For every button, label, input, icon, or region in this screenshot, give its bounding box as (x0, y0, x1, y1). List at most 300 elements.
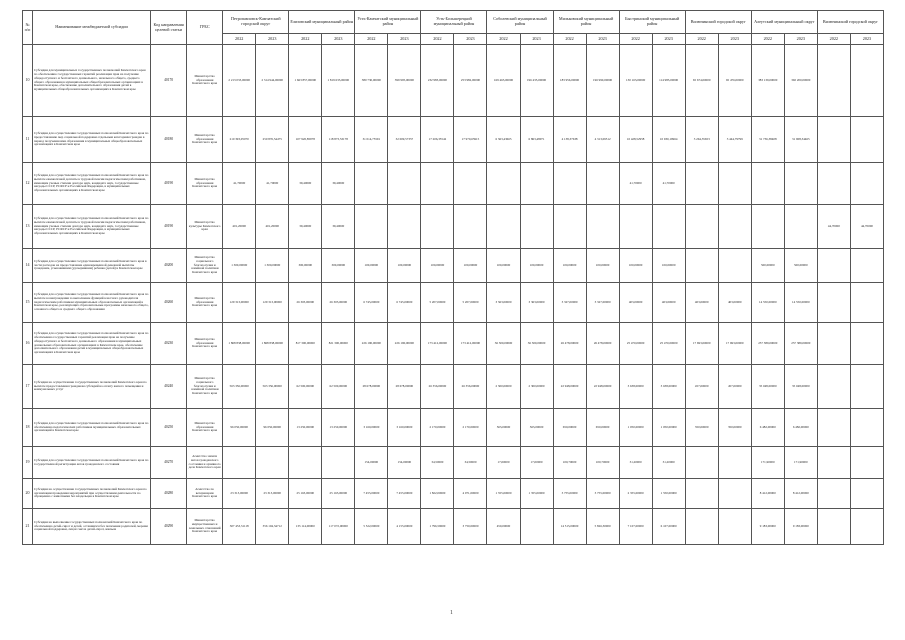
amount-cell (850, 479, 883, 509)
amount-cell: 563,00000 (487, 409, 520, 447)
table-row (23, 479, 884, 509)
table-row (23, 409, 884, 447)
amount-cell: 133 114,00000 (289, 509, 322, 545)
amount-cell: 350,00000 (685, 409, 718, 447)
amount-cell (520, 509, 553, 545)
amount-cell: 34,50000 (421, 447, 454, 479)
amount-cell: 171,90000 (784, 447, 817, 479)
amount-cell: 14 515,00000 (553, 509, 586, 545)
amount-cell: 107 920,85978 (289, 117, 322, 163)
amount-cell: 6 482,00000 (751, 409, 784, 447)
amount-cell: 100,70000 (553, 447, 586, 479)
amount-cell: 356 104,34712 (256, 509, 289, 545)
subsidy-name: Субсидии для осуществления государственных полномочий Камчатского края по предоставлению мер социальной поддержки отдельным категориям граждан в период получения ими образования в муниципальных общеобразовательных организациях в Камчатском крае (33, 117, 151, 163)
amount-cell: 23 313,00000 (256, 479, 289, 509)
amount-cell: 169 463,00000 (487, 45, 520, 117)
amount-cell (850, 163, 883, 205)
header-year: 2022 (751, 34, 784, 45)
amount-cell: 350,00000 (718, 409, 751, 447)
amount-cell: 7 455,00000 (388, 479, 421, 509)
amount-cell (685, 479, 718, 509)
amount-cell (817, 45, 850, 117)
amount-cell: 1 050,00000 (619, 409, 652, 447)
subsidy-name: Субсидии для осуществления государственных полномочий Камчатского края по выплате ежемесячной доплаты к трудовой пенсии педагогическим работникам, имеющим ученые степени доктора наук, кандидата наук, государственные награды СССР, РСФСР и Российской Федерации, в муниципальных образовательных организациях в Камчатском крае (33, 205, 151, 249)
amount-cell: 23 313,00000 (223, 479, 256, 509)
amount-cell (355, 163, 388, 205)
amount-cell (586, 163, 619, 205)
amount-cell (817, 479, 850, 509)
header-year: 2022 (817, 34, 850, 45)
amount-cell: 1 796,59000 (421, 509, 454, 545)
header-year: 2023 (718, 34, 751, 45)
amount-cell: 100,00000 (355, 249, 388, 283)
amount-cell: 17 206,35542 (421, 117, 454, 163)
amount-cell: 10 428,52958 (619, 117, 652, 163)
table-row (23, 283, 884, 323)
amount-cell (685, 163, 718, 205)
table-row (23, 249, 884, 283)
amount-cell (817, 447, 850, 479)
amount-cell: 3 363,00000 (487, 283, 520, 323)
amount-cell (619, 205, 652, 249)
amount-cell: 257 389,00000 (751, 323, 784, 365)
header-region: Быстринский муниципальный район (619, 11, 685, 34)
header-year: 2023 (520, 34, 553, 45)
amount-cell: 31,20000 (652, 447, 685, 479)
row-number: 21 (23, 509, 33, 545)
row-number: 17 (23, 365, 33, 409)
amount-cell: 36 300,00000 (487, 323, 520, 365)
table-row (23, 163, 884, 205)
amount-cell: 401,20000 (223, 205, 256, 249)
grbs-name: Министерство образования Камчатского края (187, 117, 223, 163)
amount-cell (784, 205, 817, 249)
amount-cell: 1 550,00000 (652, 479, 685, 509)
header-year: 2023 (586, 34, 619, 45)
grbs-name: Министерство образования Камчатского края (187, 163, 223, 205)
table-row (23, 509, 884, 545)
amount-cell (817, 283, 850, 323)
amount-cell: 28 678,00000 (388, 365, 421, 409)
amount-cell: 1 300,00000 (256, 249, 289, 283)
amount-cell: 62 500,00000 (289, 365, 322, 409)
amount-cell: 32 009,57357 (388, 117, 421, 163)
amount-cell: 300,00000 (322, 249, 355, 283)
amount-cell: 34,50000 (454, 447, 487, 479)
amount-cell: 31 014,75591 (355, 117, 388, 163)
target-code: 40280 (151, 479, 187, 509)
amount-cell: 39,40000 (322, 163, 355, 205)
amount-cell (784, 163, 817, 205)
amount-cell: 100,00000 (619, 249, 652, 283)
amount-cell: 3 750,00000 (454, 509, 487, 545)
amount-cell (817, 117, 850, 163)
amount-cell: 2 213 033,00000 (223, 45, 256, 117)
grbs-name: Министерство образования Камчатского края (187, 283, 223, 323)
table-row (23, 117, 884, 163)
amount-cell (850, 365, 883, 409)
amount-cell (388, 205, 421, 249)
header-region: Вилючинский городской округ (817, 11, 883, 34)
header-year: 2023 (322, 34, 355, 45)
amount-cell (520, 205, 553, 249)
amount-cell (718, 205, 751, 249)
amount-cell: 1 868 838,00000 (223, 323, 256, 365)
amount-cell: 44,70000 (817, 205, 850, 249)
table-row (23, 323, 884, 365)
amount-cell: 4 313,09512 (586, 117, 619, 163)
amount-cell: 62 500,00000 (322, 365, 355, 409)
amount-cell: 3 363,00000 (520, 283, 553, 323)
amount-cell (355, 205, 388, 249)
header-year: 2022 (355, 34, 388, 45)
header-year: 2022 (487, 34, 520, 45)
amount-cell: 1 822,00000 (421, 479, 454, 509)
header-num: № п/п (23, 11, 33, 45)
amount-cell: 10 930,19964 (652, 117, 685, 163)
amount-cell: 13 250,00000 (322, 409, 355, 447)
table-row (23, 205, 884, 249)
amount-cell: 1 050,00000 (652, 409, 685, 447)
subsidy-name: Субсидии на выполнение государственных полномочий Камчатского края по обеспечению детей-сирот и детей, оставшихся без попечения родителей, мерами социальной поддержки, лиц из числа детей-сирот, жильем (33, 509, 151, 545)
amount-cell: 117 072,00000 (322, 509, 355, 545)
amount-cell: 2 170,00000 (421, 409, 454, 447)
amount-cell (256, 447, 289, 479)
amount-cell: 26 303,00000 (289, 283, 322, 323)
amount-cell: 22 948,00000 (553, 365, 586, 409)
amount-cell: 17 970,65915 (454, 117, 487, 163)
amount-cell (817, 249, 850, 283)
row-number: 16 (23, 323, 33, 365)
target-code: 40190 (151, 163, 187, 205)
amount-cell: 817 300,00000 (289, 323, 322, 365)
amount-cell: 3 327,00000 (586, 283, 619, 323)
row-number: 10 (23, 45, 33, 117)
amount-cell: 100,00000 (520, 249, 553, 283)
grbs-name: Министерство образования Камчатского края (187, 409, 223, 447)
amount-cell: 129 313,00000 (223, 283, 256, 323)
amount-cell: 403,00000 (685, 283, 718, 323)
amount-cell (454, 205, 487, 249)
target-code: 40270 (151, 447, 187, 479)
amount-cell: 2 170,00000 (454, 409, 487, 447)
amount-cell: 26 356,00000 (454, 365, 487, 409)
header-region: Алеутский муниципальный округ (751, 11, 817, 34)
header-region: Мильковский муниципальный район (553, 11, 619, 34)
header-grbs: ГРБС (187, 11, 223, 45)
row-number: 19 (23, 447, 33, 479)
header-year: 2022 (289, 34, 322, 45)
amount-cell (817, 365, 850, 409)
amount-cell: 25 470,00000 (619, 323, 652, 365)
amount-cell: 173 412,00000 (454, 323, 487, 365)
amount-cell: 2 355,00000 (619, 479, 652, 509)
amount-cell: 130 163,00000 (619, 45, 652, 117)
amount-cell: 25 163,00000 (322, 479, 355, 509)
amount-cell (685, 509, 718, 545)
amount-cell: 1 355,00000 (487, 479, 520, 509)
amount-cell: 457,00000 (718, 365, 751, 409)
amount-cell: 100,00000 (586, 249, 619, 283)
amount-cell (850, 409, 883, 447)
amount-cell: 96 050,00000 (256, 409, 289, 447)
amount-cell: 26 303,00000 (322, 283, 355, 323)
header-region: Усть-Большерецкий муниципальный район (421, 11, 487, 34)
amount-cell: 500,00000 (784, 249, 817, 283)
amount-cell: 1 868 838,00000 (256, 323, 289, 365)
amount-cell: 5 207,00000 (454, 283, 487, 323)
amount-cell: 821 300,00000 (322, 323, 355, 365)
amount-cell: 500,00000 (751, 249, 784, 283)
amount-cell: 3 755,00000 (553, 479, 586, 509)
amount-cell: 31 908,34465 (784, 117, 817, 163)
subsidy-name: Субсидии для осуществления государственных полномочий Камчатского края в части расходов на предоставление единовременной денежной выплаты гражданам, усыновившим (удочерившим) ребенка (детей) в Камчатском крае (33, 249, 151, 283)
amount-cell: 100,00000 (421, 249, 454, 283)
target-code: 40200 (151, 249, 187, 283)
amount-cell: 380 730,00000 (355, 45, 388, 117)
amount-cell: 403,00000 (652, 283, 685, 323)
amount-cell (817, 509, 850, 545)
amount-cell: 100,00000 (487, 249, 520, 283)
amount-cell: 4 155,00000 (388, 509, 421, 545)
header-region: Соболевский муниципальный район (487, 11, 553, 34)
amount-cell (553, 163, 586, 205)
target-code: 40180 (151, 117, 187, 163)
amount-cell: 2 314 944,00000 (256, 45, 289, 117)
grbs-name: Министерство имущественных и земельных отношений Камчатского края (187, 509, 223, 545)
amount-cell: 307 453,31118 (223, 509, 256, 545)
amount-cell (586, 205, 619, 249)
target-code: 40250 (151, 409, 187, 447)
header-year: 2022 (619, 34, 652, 45)
amount-cell: 17,00000 (487, 447, 520, 479)
amount-cell: 17,00000 (520, 447, 553, 479)
amount-cell (751, 163, 784, 205)
subsidy-distribution-table (22, 10, 884, 545)
amount-cell: 6 745,00000 (388, 283, 421, 323)
amount-cell: 25 470,00000 (652, 323, 685, 365)
amount-cell: 114 983,00000 (652, 45, 685, 117)
header-name: Наименование межбюджетной субсидии (33, 11, 151, 45)
grbs-name: Министерство образования Камчатского края (187, 323, 223, 365)
amount-cell: 7 455,00000 (355, 479, 388, 509)
amount-cell (487, 205, 520, 249)
target-code: 40240 (151, 365, 187, 409)
amount-cell: 36 300,00000 (520, 323, 553, 365)
amount-cell: 3 160,00000 (388, 409, 421, 447)
header-year: 2023 (256, 34, 289, 45)
amount-cell: 6 363,43665 (487, 117, 520, 163)
amount-cell (487, 163, 520, 205)
amount-cell: 8 412,00000 (751, 479, 784, 509)
amount-cell: 253 982,00000 (454, 45, 487, 117)
amount-cell: 403,00000 (718, 283, 751, 323)
amount-cell: 383 139,00000 (751, 45, 784, 117)
amount-cell: 6 863,48071 (520, 117, 553, 163)
amount-cell: 5 522,00000 (355, 509, 388, 545)
grbs-name: Министерство образования Камчатского края (187, 45, 223, 117)
amount-cell: 563,00000 (520, 409, 553, 447)
amount-cell: 39,40000 (289, 205, 322, 249)
subsidy-name: Субсидии для осуществления государственных полномочий Камчатского края по выплате вознаграждения за выполнение функций классного руководителя педагогическим работникам муниципальных образовательных организаций в Камчатском крае, реализующих образовательные программы начального общего, основного общего и среднего общего образования (33, 283, 151, 323)
amount-cell: 25 163,00000 (289, 479, 322, 509)
amount-cell: 28 678,00000 (355, 365, 388, 409)
amount-cell (817, 409, 850, 447)
amount-cell (751, 205, 784, 249)
grbs-name: Агентство по ветеринарии Камчатского края (187, 479, 223, 509)
amount-cell: 26 478,00000 (553, 323, 586, 365)
amount-cell: 65 674,00000 (685, 45, 718, 117)
amount-cell: 1 355,00000 (520, 479, 553, 509)
amount-cell: 17 693,00000 (685, 323, 718, 365)
grbs-name: Министерство социального благополучия и семейной политики Камчатского края (187, 365, 223, 409)
header-year: 2023 (850, 34, 883, 45)
amount-cell: 563 356,00000 (223, 365, 256, 409)
amount-cell: 2 300,00000 (487, 365, 520, 409)
amount-cell (289, 447, 322, 479)
amount-cell: 100,00000 (454, 249, 487, 283)
row-number: 13 (23, 205, 33, 249)
row-number: 12 (23, 163, 33, 205)
amount-cell: 35 048,00000 (751, 365, 784, 409)
amount-cell: 171,90000 (751, 447, 784, 479)
amount-cell: 173 412,00000 (421, 323, 454, 365)
amount-cell: 403,00000 (619, 283, 652, 323)
amount-cell (421, 205, 454, 249)
header-year: 2023 (454, 34, 487, 45)
amount-cell: 22 948,00000 (586, 365, 619, 409)
subsidy-name: Субсидии для осуществления государственных полномочий Камчатского края по выплате ежемесячной доплаты к трудовой пенсии педагогическим работникам, имеющим ученые степени доктора наук, кандидата наук, государственные награды СССР, РСФСР и Российской Федерации, в муниципальных образовательных организациях в Камчатском крае (33, 163, 151, 205)
amount-cell: 118 873,53178 (322, 117, 355, 163)
amount-cell (421, 163, 454, 205)
target-code: 40170 (151, 45, 187, 117)
amount-cell: 3 264,35653 (685, 117, 718, 163)
amount-cell: 39,40000 (322, 205, 355, 249)
row-number: 11 (23, 117, 33, 163)
amount-cell: 6 482,00000 (784, 409, 817, 447)
target-code: 40230 (151, 323, 187, 365)
amount-cell: 457,00000 (685, 365, 718, 409)
header-year: 2023 (388, 34, 421, 45)
subsidy-name: Субсидии для осуществления государственных полномочий Камчатского края по обеспечению государственных гарантий реализации прав на получение общедоступного и бесплатного дошкольного образования в муниципальных дошкольных образовательных организациях в Камчатском крае, обеспечение дополнительного образования детей в муниципальных общеобразовательных организациях в Камчатском крае (33, 323, 151, 365)
amount-cell: 14 550,00000 (751, 283, 784, 323)
amount-cell: 226 190,00000 (388, 323, 421, 365)
amount-cell: 232 983,00000 (421, 45, 454, 117)
amount-cell: 8 412,00000 (784, 479, 817, 509)
subsidy-name: Субсидии для муниципальных государственных полномочий Камчатского края по обеспечению государственных гарантий реализации прав на получение общедоступного и бесплатного дошкольного, начального общего, среднего общего образования в муниципальных общеобразовательных организациях в Камчатском крае, обеспечение дополнительного образования детей в муниципальных общеобразовательных организациях в Камчатском крае (33, 45, 151, 117)
target-code: 40290 (151, 509, 187, 545)
amount-cell: 1 819 633,00000 (322, 45, 355, 117)
table-row (23, 45, 884, 117)
amount-cell: 100,00000 (652, 249, 685, 283)
amount-cell: 250 876,54475 (256, 117, 289, 163)
amount-cell: 5 207,00000 (421, 283, 454, 323)
amount-cell: 3 755,00000 (586, 479, 619, 509)
amount-cell: 41,70000 (223, 163, 256, 205)
amount-cell (685, 249, 718, 283)
amount-cell (850, 45, 883, 117)
amount-cell: 6 107,00000 (652, 509, 685, 545)
amount-cell: 257 389,00000 (784, 323, 817, 365)
amount-cell: 96 050,00000 (223, 409, 256, 447)
header-region: Елизовский муниципальный район (289, 11, 355, 34)
amount-cell: 2 300,00000 (520, 365, 553, 409)
amount-cell: 129 313,00000 (256, 283, 289, 323)
amount-cell: 196 990,00000 (586, 45, 619, 117)
amount-cell (850, 283, 883, 323)
amount-cell (322, 447, 355, 479)
header-year: 2022 (223, 34, 256, 45)
amount-cell: 1 663 857,00000 (289, 45, 322, 117)
amount-cell: 3 327,00000 (553, 283, 586, 323)
header-year: 2022 (685, 34, 718, 45)
amount-cell (223, 447, 256, 479)
document-sheet (22, 10, 892, 545)
amount-cell: 4 138,37638 (553, 117, 586, 163)
amount-cell: 26 356,00000 (421, 365, 454, 409)
amount-cell (520, 163, 553, 205)
amount-cell: 14 550,00000 (784, 283, 817, 323)
amount-cell: 196 435,00000 (520, 45, 553, 117)
row-number: 20 (23, 479, 33, 509)
page-number: 1 (450, 610, 453, 616)
amount-cell: 3 160,00000 (355, 409, 388, 447)
amount-cell: 17 693,00000 (718, 323, 751, 365)
amount-cell: 401,20000 (256, 205, 289, 249)
amount-cell: 650,00000 (553, 409, 586, 447)
amount-cell: 13 250,00000 (289, 409, 322, 447)
amount-cell: 100,70000 (586, 447, 619, 479)
amount-cell: 3 444,79799 (718, 117, 751, 163)
amount-cell: 1 300,00000 (223, 249, 256, 283)
amount-cell: 3 638,00000 (652, 365, 685, 409)
row-number: 18 (23, 409, 33, 447)
amount-cell (718, 447, 751, 479)
amount-cell (718, 249, 751, 283)
subsidy-name: Субсидии на осуществление государственных полномочий Камчатского края по выплате предоставления гражданам субсидий на оплату жилого помещения и коммунальных услуг (33, 365, 151, 409)
amount-cell (388, 163, 421, 205)
amount-cell: 26 478,00000 (586, 323, 619, 365)
amount-cell (817, 323, 850, 365)
amount-cell: 154,00000 (355, 447, 388, 479)
amount-cell (553, 205, 586, 249)
subsidy-name: Субсидии для осуществления государственных полномочий Камчатского края по государственной регистрации актов гражданского состояния (33, 447, 151, 479)
amount-cell: 450,00000 (487, 509, 520, 545)
amount-cell (850, 509, 883, 545)
amount-cell: 650,00000 (586, 409, 619, 447)
amount-cell (850, 447, 883, 479)
amount-cell (652, 205, 685, 249)
amount-cell: 44,70000 (850, 205, 883, 249)
grbs-name: Министерство культуры Камчатского края (187, 205, 223, 249)
amount-cell: 41,70000 (652, 163, 685, 205)
amount-cell: 9 183,00000 (784, 509, 817, 545)
amount-cell: 31 736,38408 (751, 117, 784, 163)
header-year: 2023 (784, 34, 817, 45)
amount-cell (685, 205, 718, 249)
amount-cell (718, 509, 751, 545)
amount-cell: 210 393,05070 (223, 117, 256, 163)
amount-cell (718, 163, 751, 205)
header-region: Вилючинский городской округ (685, 11, 751, 34)
amount-cell: 226 190,00000 (355, 323, 388, 365)
header-region: Петропавловск-Камчатский городской округ (223, 11, 289, 34)
table-row (23, 365, 884, 409)
header-region: Усть-Камчатский муниципальный район (355, 11, 421, 34)
grbs-name: Агентство записи актов гражданского состояния и архивного дела Камчатского края (187, 447, 223, 479)
amount-cell: 65 476,00000 (718, 45, 751, 117)
amount-cell (817, 163, 850, 205)
